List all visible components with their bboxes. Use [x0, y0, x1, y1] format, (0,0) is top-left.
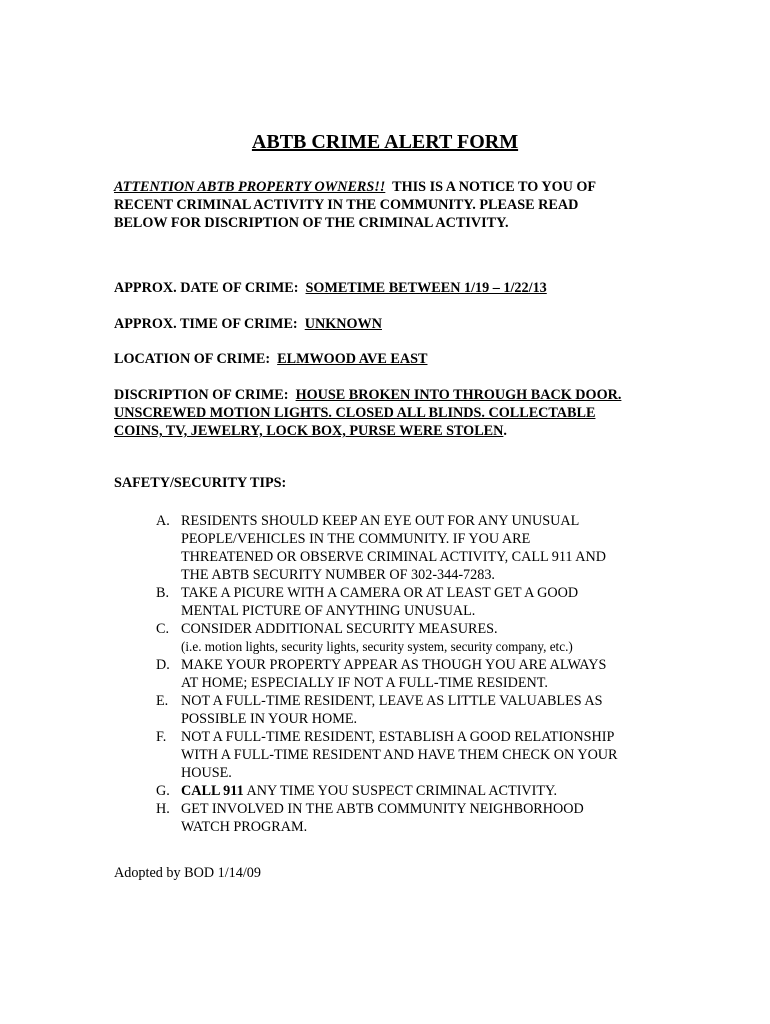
tip-line: RESIDENTS SHOULD KEEP AN EYE OUT FOR ANY UNUSUAL [181, 513, 580, 529]
tip-line: AT HOME; ESPECIALLY IF NOT A FULL-TIME RESIDENT. [181, 675, 548, 691]
description-value-2: UNSCREWED MOTION LIGHTS. CLOSED ALL BLINDS. COLLECTABLE [114, 405, 596, 421]
tip-line: POSSIBLE IN YOUR HOME. [181, 711, 358, 727]
tip-text [181, 692, 676, 728]
tip-item-e [156, 692, 676, 728]
tip-line [181, 782, 676, 800]
date-value: SOMETIME BETWEEN 1/19 – 1/22/13 [305, 280, 547, 296]
tip-line: NOT A FULL-TIME RESIDENT, LEAVE AS LITTLE VALUABLES AS [181, 693, 603, 709]
tip-letter: G. [156, 783, 170, 799]
intro-line-3: BELOW FOR DISCRIPTION OF THE CRIMINAL ACTIVITY. [114, 215, 509, 231]
description-period: . [503, 423, 507, 439]
page-title: ABTB CRIME ALERT FORM [251, 131, 519, 153]
tip-line: MAKE YOUR PROPERTY APPEAR AS THOUGH YOU ARE ALWAYS [181, 657, 607, 673]
tip-item-c [156, 620, 676, 656]
tip-line-rest: ANY TIME YOU SUSPECT CRIMINAL ACTIVITY. [243, 783, 558, 799]
location-field [114, 350, 674, 368]
tips-list [156, 512, 676, 836]
tip-line: THE ABTB SECURITY NUMBER OF 302-344-7283. [181, 567, 495, 583]
tip-subnote: (i.e. motion lights, security lights, security system, security company, etc.) [181, 639, 573, 654]
tip-line: GET INVOLVED IN THE ABTB COMMUNITY NEIGHBORHOOD [181, 801, 584, 817]
tip-item-a [156, 512, 676, 584]
tip-line: CONSIDER ADDITIONAL SECURITY MEASURES. [181, 621, 498, 637]
time-value: UNKNOWN [304, 316, 382, 332]
location-label: LOCATION OF CRIME: [114, 351, 271, 367]
tips-heading: SAFETY/SECURITY TIPS: [114, 475, 287, 491]
tip-text [181, 782, 676, 800]
location-value: ELMWOOD AVE EAST [277, 351, 428, 367]
tip-item-h [156, 800, 676, 836]
tip-text [181, 584, 676, 620]
tip-line: THREATENED OR OBSERVE CRIMINAL ACTIVITY, CALL 911 AND [181, 549, 607, 565]
description-line-1 [114, 386, 674, 404]
date-label: APPROX. DATE OF CRIME: [114, 280, 299, 296]
tip-line: NOT A FULL-TIME RESIDENT, ESTABLISH A GOOD RELATIONSHIP [181, 729, 615, 745]
call-911-emphasis: CALL 911 [181, 783, 244, 799]
intro-line-1-rest: THIS IS A NOTICE TO YOU OF [392, 179, 597, 195]
tip-letter: H. [156, 801, 170, 817]
tip-letter: E. [156, 693, 169, 709]
tip-line: HOUSE. [181, 765, 232, 781]
intro-line-1 [114, 178, 674, 196]
tip-line: MENTAL PICTURE OF ANYTHING UNUSUAL. [181, 603, 476, 619]
tip-letter: A. [156, 513, 170, 529]
time-label: APPROX. TIME OF CRIME: [114, 316, 298, 332]
tip-text [181, 656, 676, 692]
tip-line: PEOPLE/VEHICLES IN THE COMMUNITY. IF YOU ARE [181, 531, 531, 547]
description-value-3: COINS, TV, JEWELRY, LOCK BOX, PURSE WERE STOLEN [114, 423, 504, 439]
adoption-note: Adopted by BOD 1/14/09 [114, 865, 261, 881]
attention-heading: ATTENTION ABTB PROPERTY OWNERS!! [114, 179, 386, 195]
tip-letter: B. [156, 585, 170, 601]
tip-item-g [156, 782, 676, 800]
intro-notice [114, 178, 674, 232]
tip-letter: F. [156, 729, 167, 745]
description-line-2 [114, 404, 674, 422]
description-field [114, 386, 674, 440]
intro-line-2: RECENT CRIMINAL ACTIVITY IN THE COMMUNITY. PLEASE READ [114, 197, 579, 213]
tip-line: WATCH PROGRAM. [181, 819, 308, 835]
description-value-1: HOUSE BROKEN INTO THROUGH BACK DOOR. [295, 387, 622, 403]
tip-item-b [156, 584, 676, 620]
tip-text [181, 512, 676, 584]
tip-item-d [156, 656, 676, 692]
description-label: DISCRIPTION OF CRIME: [114, 387, 289, 403]
tip-letter: C. [156, 621, 170, 637]
tip-text [181, 728, 676, 782]
tip-line: WITH A FULL-TIME RESIDENT AND HAVE THEM CHECK ON YOUR [181, 747, 618, 763]
description-line-3 [114, 422, 674, 440]
tip-line: TAKE A PICURE WITH A CAMERA OR AT LEAST GET A GOOD [181, 585, 579, 601]
tip-text [181, 620, 676, 656]
time-field [114, 315, 674, 333]
tip-item-f [156, 728, 676, 782]
tip-text [181, 800, 676, 836]
date-field [114, 279, 674, 297]
tip-letter: D. [156, 657, 170, 673]
